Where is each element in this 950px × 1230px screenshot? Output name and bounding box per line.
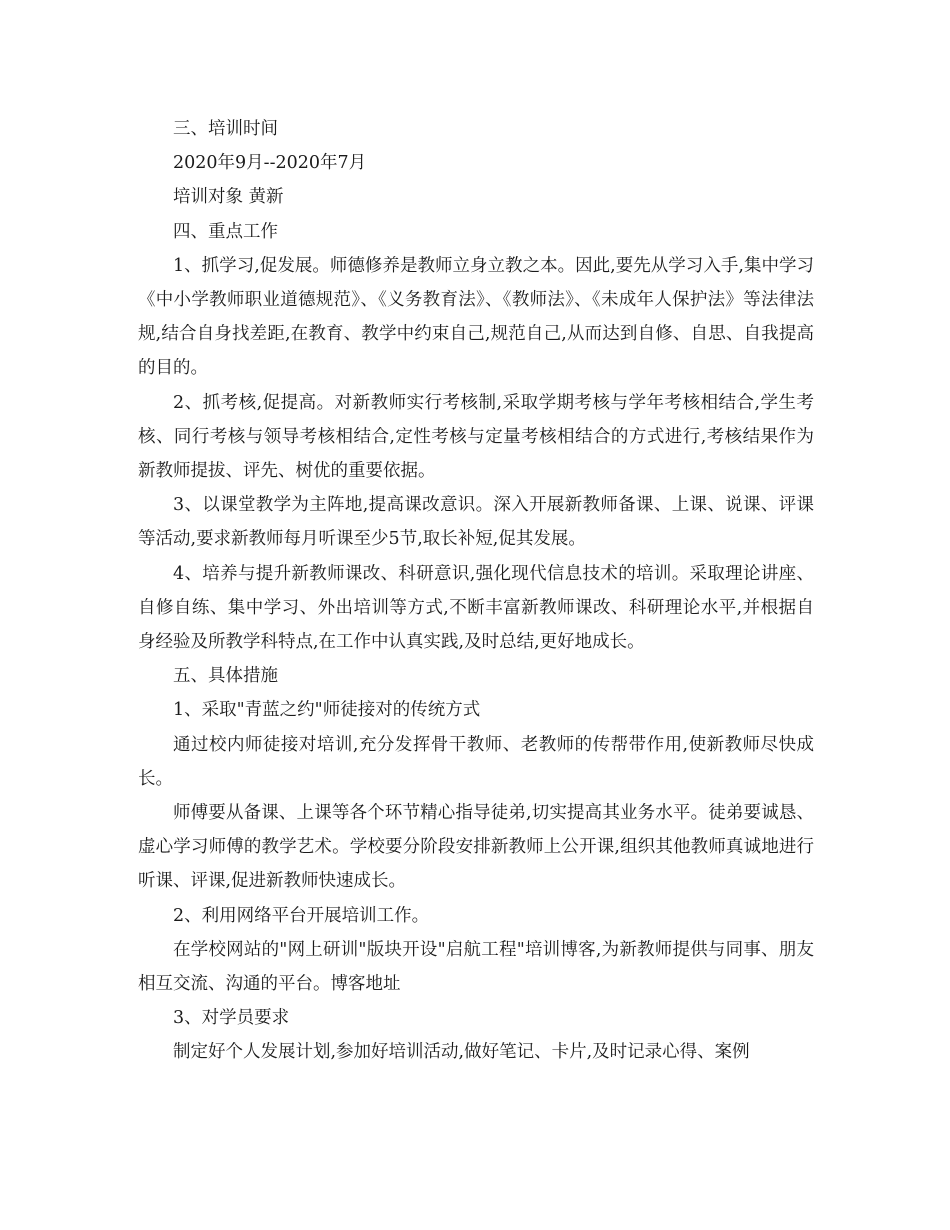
key-work-item-4: 4、培养与提升新教师课改、科研意识,强化现代信息技术的培训。采取理论讲座、自修自练、集中学习、外出培训等方式,不断丰富新教师课改、科研理论水平,并根据自身经验及所教学科特点,在工作中认真实践,及时总结,更好地成长。 [138,563,814,653]
training-target: 培训对象 黄新 [173,187,284,208]
measure-1-body-b: 师傅要从备课、上课等各个环节精心指导徒弟,切实提高其业务水平。徒弟要诚恳、虚心学习师傅的教学艺术。学校要分阶段安排新教师上公开课,组织其他教师真诚地进行听课、评课,促进新教师快速成长。 [138,803,814,892]
key-work-item-2: 2、抓考核,促提高。对新教师实行考核制,采取学期考核与学年考核相结合,学生考核、同行考核与领导考核相结合,定性考核与定量考核相结合的方式进行,考核结果作为新教师提拔、评先、树优的重要依据。 [138,392,814,482]
measure-3-body: 制定好个人发展计划,参加好培训活动,做好笔记、卡片,及时记录心得、案例 [173,1042,750,1063]
measure-2-title: 2、利用网络平台开展培训工作。 [173,905,430,926]
heading-key-work: 四、重点工作 [173,221,278,242]
document-body [138,112,814,1070]
measure-1-title: 1、采取"青蓝之约"师徒接对的传统方式 [173,700,481,721]
heading-training-time: 三、培训时间 [173,119,278,139]
training-period: 2020年9月--2020年7月 [173,153,367,174]
key-work-item-1: 1、抓学习,促发展。师德修养是教师立身立教之本。因此,要先从学习入手,集中学习《中小学教师职业道德规范》、《义务教育法》、《教师法》、《未成年人保护法》等法律法规,结合自身找差距,在教育、教学中约束自己,规范自己,从而达到自修、自思、自我提高的目的。 [138,255,814,379]
measure-2-body: 在学校网站的"网上研训"版块开设"启航工程"培训博客,为新教师提供与同事、朋友相互交流、沟通的平台。博客地址 [138,939,814,995]
key-work-item-3: 3、以课堂教学为主阵地,提高课改意识。深入开展新教师备课、上课、说课、评课等活动,要求新教师每月听课至少5节,取长补短,促其发展。 [138,495,814,550]
measure-1-body-a: 通过校内师徒接对培训,充分发挥骨干教师、老教师的传帮带作用,使新教师尽快成长。 [138,734,814,789]
measure-3-title: 3、对学员要求 [173,1008,290,1029]
heading-measures: 五、具体措施 [173,666,278,687]
